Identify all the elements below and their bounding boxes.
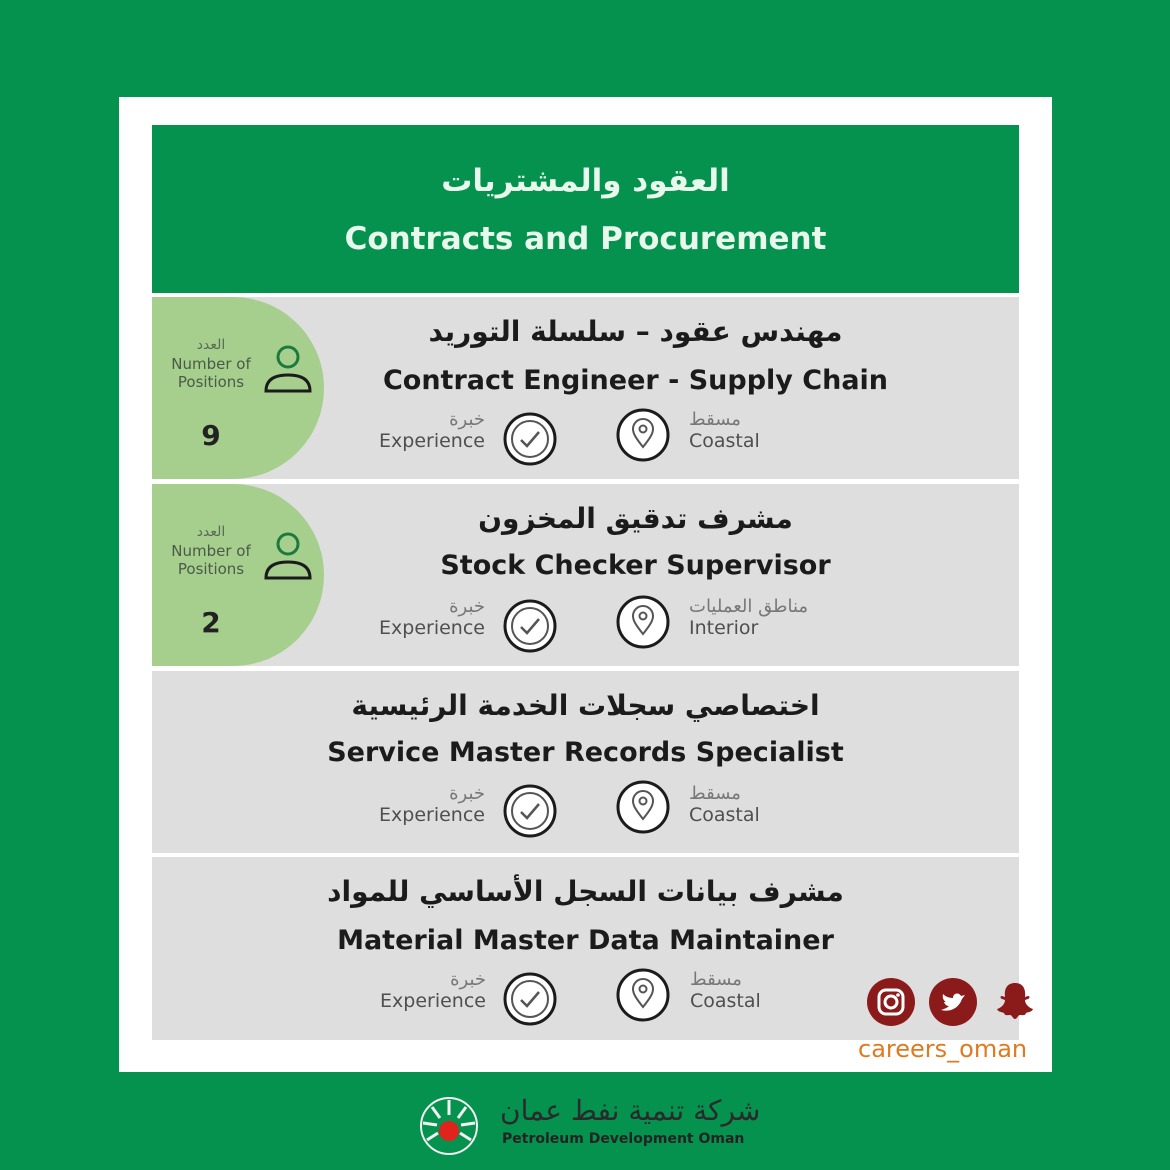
instagram-icon[interactable] [866, 977, 916, 1027]
positions-count: 9 [201, 419, 221, 452]
job-title-ar: اختصاصي سجلات الخدمة الرئيسية [351, 689, 820, 722]
location-label: مسقط Coastal [690, 969, 761, 1012]
company-name-ar: شركة تنمية نفط عمان [500, 1094, 761, 1127]
job-title-en: Stock Checker Supervisor [440, 550, 831, 581]
company-name-en: Petroleum Development Oman [502, 1131, 745, 1147]
positions-label-ar: العدد [196, 524, 226, 540]
job-row [152, 671, 1019, 853]
check-circle-icon [502, 598, 558, 654]
positions-label-en-2: Positions [177, 373, 245, 391]
social-links [858, 975, 1050, 1069]
location-pin-icon [615, 967, 671, 1023]
positions-label-en-2: Positions [177, 560, 245, 578]
twitter-icon[interactable] [928, 977, 978, 1027]
job-title-en: Contract Engineer - Supply Chain [382, 365, 889, 396]
header-title-ar: العقود والمشتريات [441, 163, 730, 199]
header-title-en: Contracts and Procurement [344, 221, 827, 257]
check-circle-icon [502, 411, 558, 467]
positions-count: 2 [201, 606, 221, 639]
positions-label-en: Number of [171, 355, 251, 373]
job-title-ar: مشرف بيانات السجل الأساسي للمواد [327, 875, 844, 908]
pdo-logo-icon [418, 1095, 480, 1157]
job-title-en: Material Master Data Maintainer [337, 925, 834, 956]
experience-label: خبرة Experience [379, 409, 485, 452]
location-pin-icon [615, 594, 671, 650]
location-pin-icon [615, 407, 671, 463]
location-label: مسقط Coastal [689, 409, 760, 452]
section-header [152, 125, 1019, 293]
experience-label: خبرة Experience [380, 969, 486, 1012]
check-circle-icon [502, 783, 558, 839]
location-label: مسقط Coastal [689, 783, 760, 826]
location-label: مناطق العمليات Interior [689, 596, 809, 639]
social-handle[interactable]: careers_oman [858, 1035, 1028, 1063]
job-row [152, 297, 1019, 479]
job-title-en: Service Master Records Specialist [327, 737, 844, 768]
experience-label: خبرة Experience [379, 596, 485, 639]
positions-label-en: Number of [171, 542, 251, 560]
snapchat-icon[interactable] [990, 977, 1040, 1027]
job-title-ar: مشرف تدقيق المخزون [478, 502, 793, 535]
positions-label-ar: العدد [196, 337, 226, 353]
location-pin-icon [615, 779, 671, 835]
job-title-ar: مهندس عقود – سلسلة التوريد [428, 315, 843, 348]
job-card [119, 97, 1052, 1072]
experience-label: خبرة Experience [379, 783, 485, 826]
job-row [152, 484, 1019, 666]
check-circle-icon [502, 971, 558, 1027]
